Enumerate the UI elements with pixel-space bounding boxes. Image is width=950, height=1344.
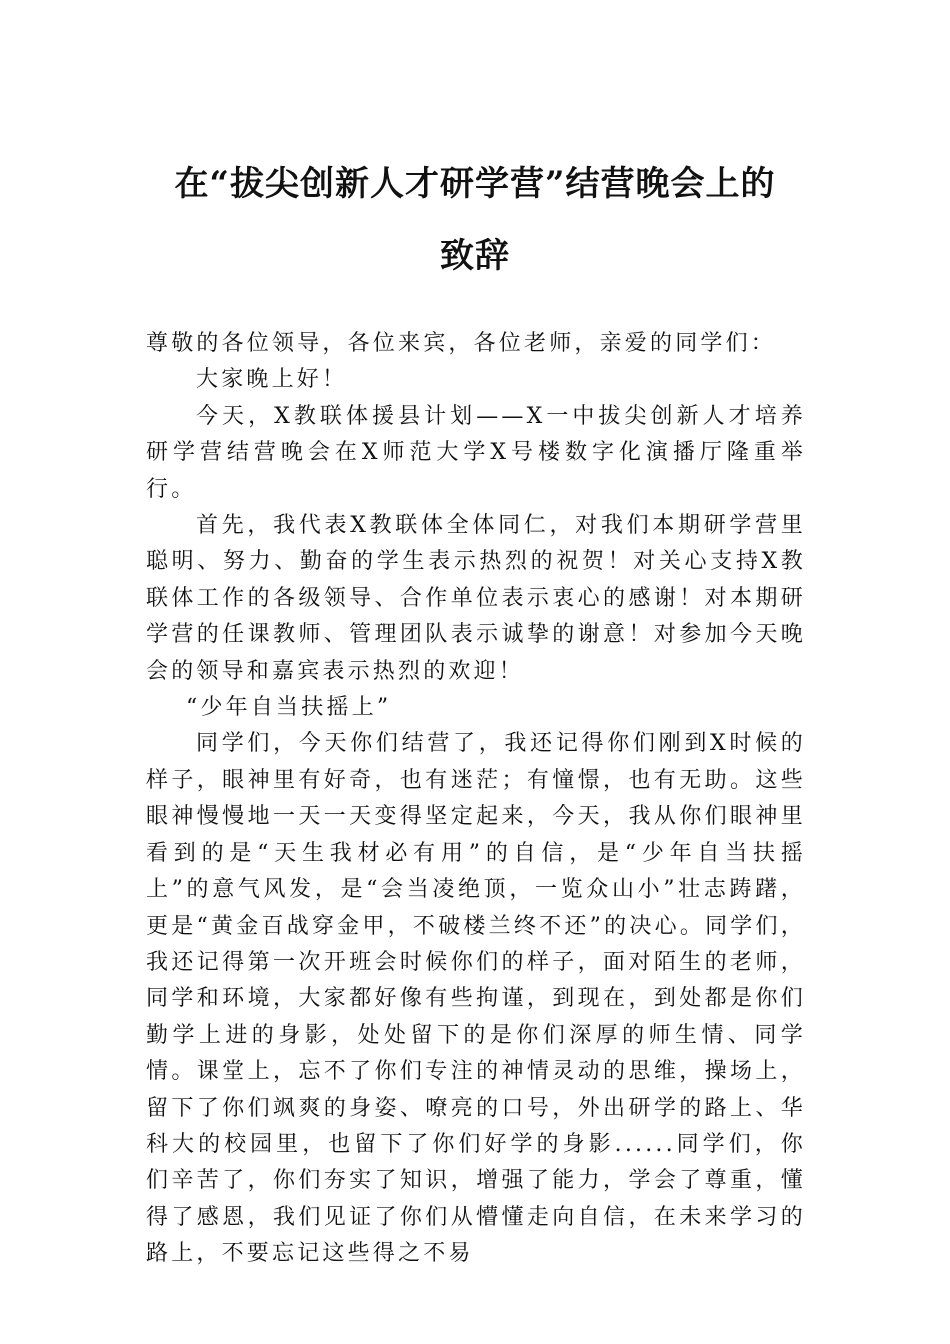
- paragraph-main: 同学们，今天你们结营了，我还记得你们刚到X时候的样子，眼神里有好奇，也有迷茫；有憧憬，也有无助。这些眼神慢慢地一天一天变得坚定起来，今天，我从你们眼神里看到的是“天生我材必有用”的自信，是“少年自当扶摇上”的意气风发，是“会当凌绝顶，一览众山小”壮志踌躇，更是“黄金百战穿金甲，不破楼兰终不还”的决心。同学们，我还记得第一次开班会时候你们的样子，面对陌生的老师，同学和环境，大家都好像有些拘谨，到现在，到处都是你们勤学上进的身影，处处留下的是你们深厚的师生情、同学情。课堂上，忘不了你们专注的神情灵动的思维，操场上，留下了你们飒爽的身姿、嘹亮的口号，外出研学的路上、华科大的校园里，也留下了你们好学的身影......同学们，你们辛苦了，你们夯实了知识，增强了能力，学会了尊重，懂得了感恩，我们见证了你们从懵懂走向自信，在未来学习的路上，不要忘记这些得之不易: [146, 731, 806, 1267]
- paragraph-thanks: 首先，我代表X教联体全体同仁，对我们本期研学营里聪明、努力、勤奋的学生表示热烈的祝贺！对关心支持X教联体工作的各级领导、合作单位表示衷心的感谢！对本期研学营的任课教师、管理团队表示诚挚的谢意！对参加今天晚会的领导和嘉宾表示热烈的欢迎！: [146, 513, 806, 684]
- document-body: [146, 326, 806, 1273]
- salutation: 尊敬的各位领导，各位来宾，各位老师，亲爱的同学们：: [146, 331, 777, 356]
- paragraph-intro: 今天，X教联体援县计划——X一中拔尖创新人才培养研学营结营晚会在X师范大学X号楼数字化演播厅隆重举行。: [146, 403, 806, 502]
- document-title-line-1: 在“拔尖创新人才研学营”结营晚会上的: [174, 164, 776, 204]
- document-title-line-2: 致辞: [440, 236, 510, 276]
- section-heading: “少年自当扶摇上”: [186, 695, 392, 721]
- paragraph-greeting: 大家晚上好！: [196, 367, 348, 393]
